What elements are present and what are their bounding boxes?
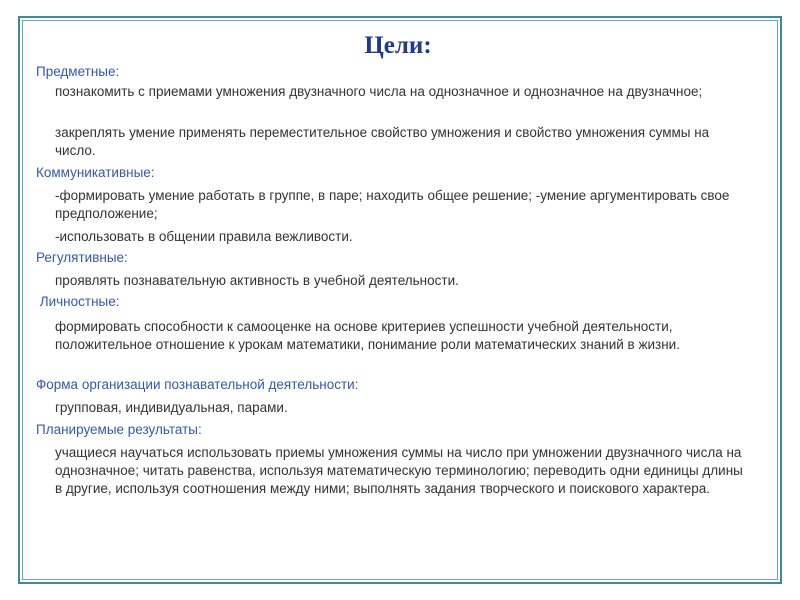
heading-communicative: Коммуникативные: [36,165,155,180]
heading-regulatory: Регулятивные: [36,250,128,265]
heading-results: Планируемые результаты: [36,422,202,437]
paragraph: -использовать в общении правила вежливости. [55,229,353,244]
heading-subject: Предметные: [36,64,120,79]
title-text: Цели: [364,32,432,59]
paragraph: закреплять умение применять переместительное свойство умножения и свойство умножения суммы на число. [55,125,710,158]
paragraph: учащиеся научаться использовать приемы умножения суммы на число при умножении двузначного числа на однозначное; читать равенства, используя математическую терминологию; переводить одни единицы длины в другие, используя соотношения между ними; выполнять задания творческого и поискового характера. [55,445,743,496]
paragraph: проявлять познавательную активность в учебной деятельности. [55,273,459,288]
paragraph: -формировать умение работать в группе, в паре; находить общее решение; -умение аргументировать свое предположение; [55,188,730,221]
slide-title [0,32,800,60]
paragraph: познакомить с приемами умножения двузначного числа на однозначное и однозначное на двузначное; [55,84,703,99]
paragraph: групповая, индивидуальная, парами. [55,400,288,415]
paragraph: формировать способности к самооценке на основе критериев успешности учебной деятельности, положительное отношение к урокам математики, понимание роли математических знаний в жизни. [55,319,680,352]
heading-form: Форма организации познавательной деятельности: [36,377,359,392]
slide-frame [18,16,782,584]
heading-personal: Личностные: [36,294,120,309]
